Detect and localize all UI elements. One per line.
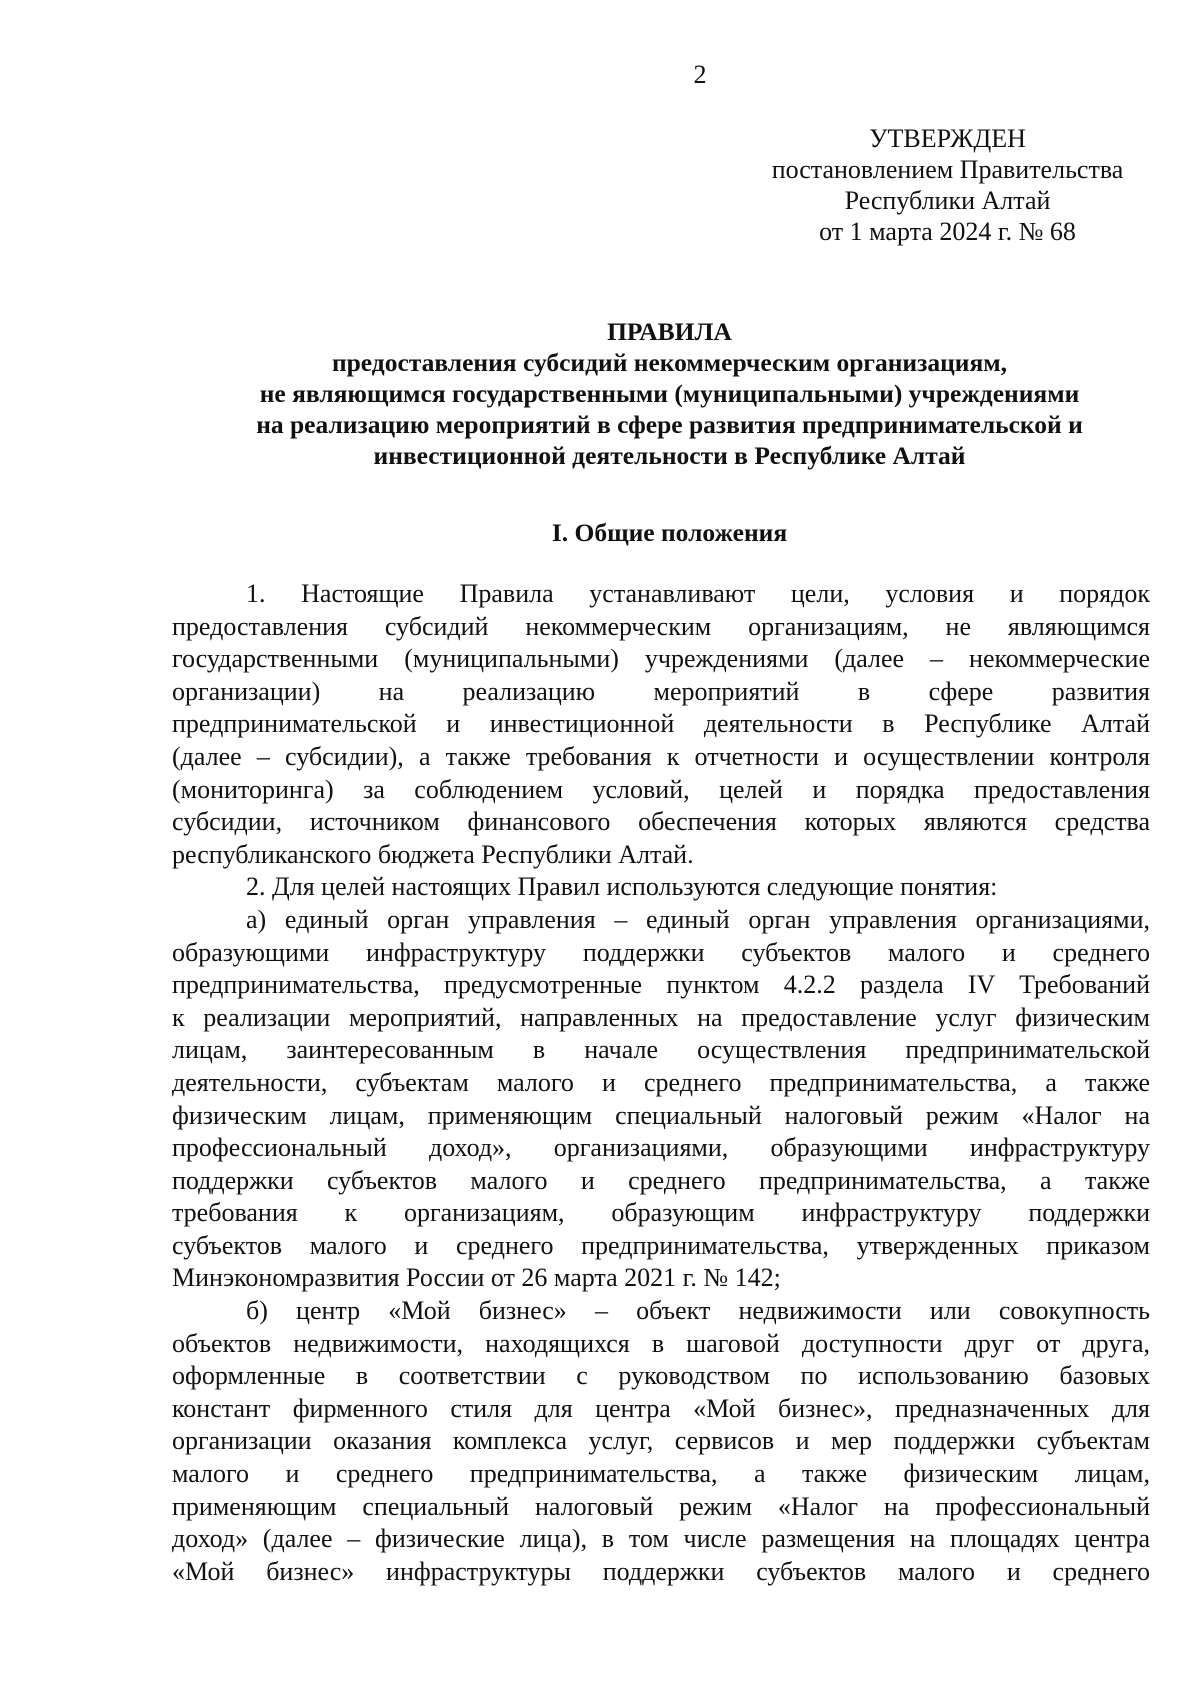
paragraph-line: (далее – субсидии), а также требования к отчетности и осуществлении контроля [172, 741, 1150, 771]
document-body [172, 578, 1150, 1588]
paragraph-line: республиканского бюджета Республики Алтай. [172, 839, 694, 869]
paragraph-line: субсидии, источником финансового обеспечения которых являются средства [172, 807, 1150, 837]
page-number [0, 60, 1200, 90]
paragraph-line: объектов недвижимости, находящихся в шаговой доступности друг от друга, [172, 1328, 1150, 1358]
paragraph-line: физическим лицам, применяющим специальный налоговый режим «Налог на [172, 1100, 1150, 1130]
paragraph-line: оформленные в соответствии с руководством по использованию базовых [172, 1361, 1150, 1391]
section-heading: I. Общие положения [551, 518, 788, 547]
paragraph-line: (мониторинга) за соблюдением условий, целей и порядка предоставления [172, 774, 1150, 804]
title-line-2: предоставления субсидий некоммерческим организациям, [331, 348, 1008, 377]
paragraph-line: Минэкономразвития России от 26 марта 2021 г. № 142; [172, 1263, 781, 1293]
paragraph-2b [172, 1295, 1150, 1588]
paragraph-line: констант фирменного стиля для центра «Мой бизнес», предназначенных для [172, 1393, 1150, 1423]
paragraph-2a [172, 904, 1150, 1295]
paragraph-1 [172, 578, 1150, 871]
paragraph-line: доход» (далее – физические лица), в том числе размещения на площадях центра [172, 1524, 1150, 1554]
approval-line-3: Республики Алтай [844, 186, 1051, 215]
paragraph-line: малого и среднего предпринимательства, а также физическим лицам, [172, 1459, 1150, 1489]
paragraph-line: образующими инфраструктуру поддержки субъектов малого и среднего [172, 937, 1150, 967]
paragraph-line: поддержки субъектов малого и среднего предпринимательства, а также [172, 1165, 1150, 1195]
title-line-3: не являющимся государственными (муниципальными) учреждениями [259, 379, 1080, 408]
paragraph-line: деятельности, субъектам малого и среднего предпринимательства, а также [172, 1067, 1150, 1097]
paragraph-line: «Мой бизнес» инфраструктуры поддержки субъектов малого и среднего [172, 1556, 1150, 1586]
paragraph-line: применяющим специальный налоговый режим «Налог на профессиональный [172, 1491, 1150, 1521]
paragraph-line: организации оказания комплекса услуг, сервисов и мер поддержки субъектам [172, 1426, 1150, 1456]
paragraph-line: профессиональный доход», организациями, образующими инфраструктуру [172, 1133, 1150, 1163]
paragraph-line: лицам, заинтересованным в начале осуществления предпринимательской [172, 1035, 1150, 1065]
title-line-4: на реализацию мероприятий в сфере развития предпринимательской и [256, 410, 1083, 439]
paragraph-line: государственными (муниципальными) учреждениями (далее – некоммерческие [172, 644, 1150, 674]
paragraph-line: организации) на реализацию мероприятий в сфере развития [172, 676, 1150, 706]
paragraph-line: 2. Для целей настоящих Правил используются следующие понятия: [246, 872, 998, 902]
approval-line-4: от 1 марта 2024 г. № 68 [819, 217, 1076, 246]
paragraph-line: предпринимательской и инвестиционной деятельности в Республике Алтай [172, 709, 1150, 739]
approval-stamp [755, 123, 1140, 247]
paragraph-line: требования к организациям, образующим инфраструктуру поддержки [172, 1198, 1150, 1228]
paragraph-line: субъектов малого и среднего предпринимательства, утвержденных приказом [172, 1230, 1150, 1260]
paragraph-line: предоставления субсидий некоммерческим организациям, не являющимся [172, 611, 1150, 641]
title-line-1: ПРАВИЛА [607, 317, 732, 346]
approval-line-1: УТВЕРЖДЕН [869, 124, 1026, 153]
paragraph-2 [172, 871, 1150, 904]
approval-line-2: постановлением Правительства [771, 155, 1124, 184]
paragraph-line: 1. Настоящие Правила устанавливают цели, условия и порядок [246, 579, 1150, 608]
paragraph-line: б) центр «Мой бизнес» – объект недвижимости или совокупность [246, 1296, 1150, 1326]
document-title [172, 316, 1167, 471]
paragraph-line: предпринимательства, предусмотренные пунктом 4.2.2 раздела IV Требований [172, 970, 1150, 1000]
paragraph-line: к реализации мероприятий, направленных на предоставление услуг физическим [172, 1002, 1150, 1032]
paragraph-line: а) единый орган управления – единый орган управления организациями, [246, 904, 1150, 934]
title-line-5: инвестиционной деятельности в Республике Алтай [373, 441, 966, 470]
page-number-text: 2 [693, 60, 707, 89]
